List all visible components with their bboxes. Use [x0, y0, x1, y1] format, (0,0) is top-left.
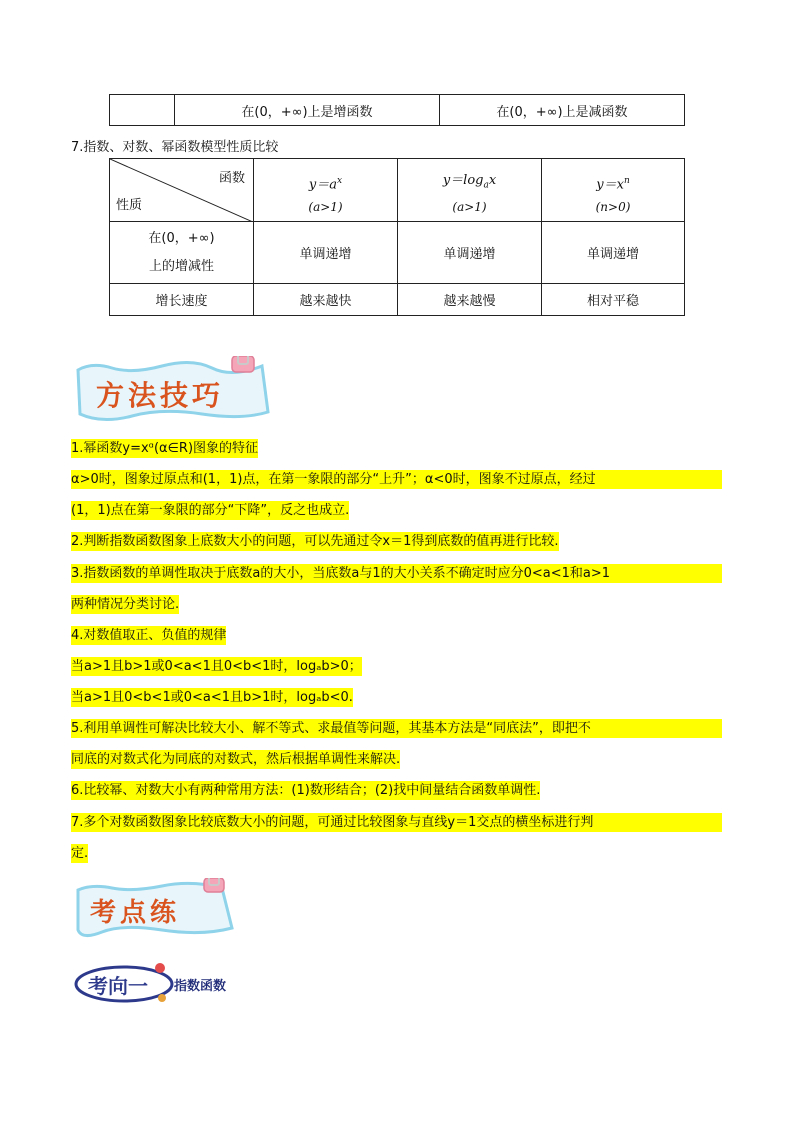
col3-cond: (n>0) [595, 200, 631, 215]
tip-line-6: 两种情况分类讨论. [71, 597, 180, 612]
row2-val-pow: 相对平稳 [542, 284, 685, 316]
row1-val-exp: 单调递增 [254, 222, 398, 284]
direction-badge [72, 960, 182, 1006]
tip-line-10: 5.利用单调性可解决比较大小、解不等式、求最值等问题，其基本方法是“同底法”，即把不 [71, 719, 722, 738]
direction-title: 指数函数 [174, 979, 227, 994]
diagonal-header-cell [110, 159, 254, 222]
banner-method-tips [72, 356, 276, 424]
tip-line-9: 当a>1且0<b<1或0<a<1且b>1时，logₐb<0. [71, 690, 353, 705]
top-table-cell-decreasing: 在(0，+∞)上是减函数 [440, 95, 685, 126]
tip-line-11: 同底的对数式化为同底的对数式，然后根据单调性来解决. [71, 752, 401, 767]
col-logarithm-header [398, 159, 542, 222]
row1-val-pow: 单调递增 [542, 222, 685, 284]
row-growth-label: 增长速度 [110, 284, 254, 316]
col-exponential-header [254, 159, 398, 222]
banner-exam-practice [72, 878, 240, 938]
comparison-table [109, 158, 685, 316]
tip-line-7: 4.对数值取正、负值的规律 [71, 628, 227, 643]
banner-method-title: 方法技巧 [96, 379, 225, 412]
row-monotonicity-label [110, 222, 254, 284]
col2-func: y＝log [442, 172, 484, 188]
row1-label-a: 在(0，+∞) [148, 230, 215, 246]
col2-var: x [488, 172, 497, 188]
tip-line-8: 当a>1且b>1或0<a<1且0<b<1时，logₐb>0； [71, 659, 362, 674]
tip-line-4: 2.判断指数函数图象上底数大小的问题，可以先通过令x＝1得到底数的值再进行比较. [71, 534, 559, 549]
col1-func: y＝a [308, 177, 338, 193]
row2-val-log: 越来越慢 [398, 284, 542, 316]
row2-val-exp: 越来越快 [254, 284, 398, 316]
tip-line-2: α>0时，图象过原点和(1，1)点，在第一象限的部分“上升”；α<0时，图象不过原点，经过 [71, 470, 722, 489]
row1-val-log: 单调递增 [398, 222, 542, 284]
section7-title: 7.指数、对数、幂函数模型性质比较 [71, 140, 279, 155]
top-table-cell-increasing: 在(0，+∞)上是增函数 [175, 95, 440, 126]
col3-sup: n [623, 175, 630, 186]
col-power-header [542, 159, 685, 222]
col2-cond: (a>1) [452, 200, 487, 215]
direction-badge-label: 考向一 [88, 974, 148, 998]
tip-line-14: 定. [71, 846, 89, 861]
col1-sup: x [337, 175, 343, 186]
tip-line-13: 7.多个对数函数图象比较底数大小的问题，可通过比较图象与直线y＝1交点的横坐标进行判 [71, 813, 722, 832]
col3-func: y＝x [596, 177, 624, 193]
tip-line-1: 1.幂函数y=xᵅ(α∈R)图象的特征 [71, 441, 259, 456]
header-prop-label: 性质 [116, 198, 143, 213]
tip-line-3: (1，1)点在第一象限的部分“下降”，反之也成立. [71, 503, 350, 518]
header-func-label: 函数 [218, 171, 245, 186]
row1-label-b: 上的增减性 [148, 258, 214, 274]
top-table [109, 94, 685, 126]
top-table-empty-cell [110, 95, 175, 126]
col2-sub: a [483, 180, 489, 191]
tip-line-12: 6.比较幂、对数大小有两种常用方法：(1)数形结合；(2)找中间量结合函数单调性. [71, 783, 541, 798]
col1-cond: (a>1) [308, 200, 343, 215]
tip-line-5: 3.指数函数的单调性取决于底数a的大小，当底数a与1的大小关系不确定时应分0<a<1和a>1 [71, 564, 722, 583]
banner-exam-title: 考点练 [90, 898, 181, 928]
